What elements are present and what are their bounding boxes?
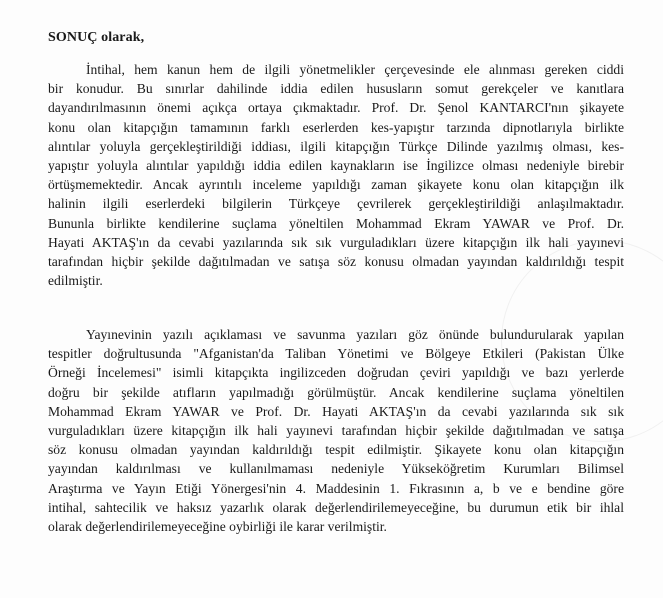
paragraph-1-line: bir konudur. Bu sınırlar dahilinde iddia edilen hususların somut gerekçeler ve kanıtlara <box>48 81 624 97</box>
paragraph-2-line: Mohammad Ekram YAWAR ve Prof. Dr. Hayati AKTAŞ'ın da cevabi yazılarında sık sık <box>48 403 624 419</box>
paragraph-1-line: yapıştır yoluyla alıntılar yapıldığı iddia edilen kaynakların ise İngilizce olması nedeniyle birebir <box>48 158 624 174</box>
paragraph-1-line: halinin ilgili eserlerdeki bilgilerin Türkçeye çevrilerek gerçekleştirildiği anlaşılmaktadır. <box>48 196 624 212</box>
paragraph-2-line: doğru bir şekilde atıfların yapılmadığı görülmüştür. Ancak kendilerine suçlama yöneltilen <box>48 384 624 400</box>
paragraph-2 <box>48 325 624 536</box>
paragraph-1-line: edilmiştir. <box>48 273 103 289</box>
paragraph-1-line: Bununla birlikte kendilerine suçlama yöneltilen Mohammad Ekram YAWAR ve Prof. Dr. <box>48 215 624 231</box>
paragraph-1-line: konu olan kitapçığın tamamının farklı eserlerden kes-yapıştır tarzında dipnotlarıyla birlikte <box>48 119 624 135</box>
paragraph-2-line: yayından kaldırılması ve kullanılmaması nedeniyle Yükseköğretim Kurumları Bilimsel <box>48 461 624 477</box>
paragraph-1-line: alıntılar yoluyla gerçekleştirildiği iddiası, ilgili kitapçığın Türkçe Dilinde yazılmış olması, kes- <box>48 138 624 154</box>
paragraph-1-line: İntihal, hem kanun hem de ilgili yönetmelikler çerçevesinde ele alınması gereken ciddi <box>86 62 624 77</box>
paragraph-2-line: olarak değerlendirilemeyeceğine oybirliği ile karar verilmiştir. <box>48 519 387 535</box>
paragraph-2-line: Örneği İncelemesi" isimli kitapçıkta ingilizceden doğrudan çeviri yapıldığı ve bazı yerlerde <box>48 365 624 381</box>
paragraph-2-line: intihal, sahtecilik ve haksız yazarlık olarak değerlendirilemeyeceğine, bu durumun etik bir ihlal <box>48 499 624 515</box>
paragraph-2-line: vurguladıkları üzere kitapçığın ilk hali yayınevi tarafından hiçbir şekilde dağıtılmadan ve satışa <box>48 423 624 439</box>
paragraph-1-line: tarafından hiçbir şekilde dağıtılmadan ve satışa söz konusu olmadan yayından kaldırıldığı tespit <box>48 254 624 270</box>
paragraph-1-line: Hayati AKTAŞ'ın da cevabi yazılarında sık sık vurguladıkları üzere kitapçığın ilk hali yayınevi <box>48 234 624 250</box>
paragraph-1-line: örtüşmemektedir. Ancak ayrıntılı inceleme yapıldığı zaman şikayete konu olan kitapçığın ilk <box>48 177 624 193</box>
paragraph-1 <box>48 60 624 290</box>
paragraph-2-line: söz konusu olmadan yayından kaldırıldığı tespit edilmiştir. Şikayete konu olan kitapçığın <box>48 442 624 458</box>
paragraph-1-line: dayandırılmasının önemi açıkça ortaya çıkmaktadır. Prof. Dr. Şenol KANTARCI'nın şikayete <box>48 100 624 116</box>
paragraph-2-line: tespitler doğrultusunda "Afganistan'da Taliban Yönetimi ve Bölgeye Etkileri (Pakistan Ülke <box>48 346 624 362</box>
paragraph-2-line: Araştırma ve Yayın Etiği Yönergesi'nin 4. Maddesinin 1. Fıkrasının a, b ve e bendine göre <box>48 480 624 496</box>
paragraph-2-line: Yayınevinin yazılı açıklaması ve savunma yazıları göz önünde bulundurularak yapılan <box>86 327 624 342</box>
conclusion-heading: SONUÇ olarak, <box>48 30 145 45</box>
